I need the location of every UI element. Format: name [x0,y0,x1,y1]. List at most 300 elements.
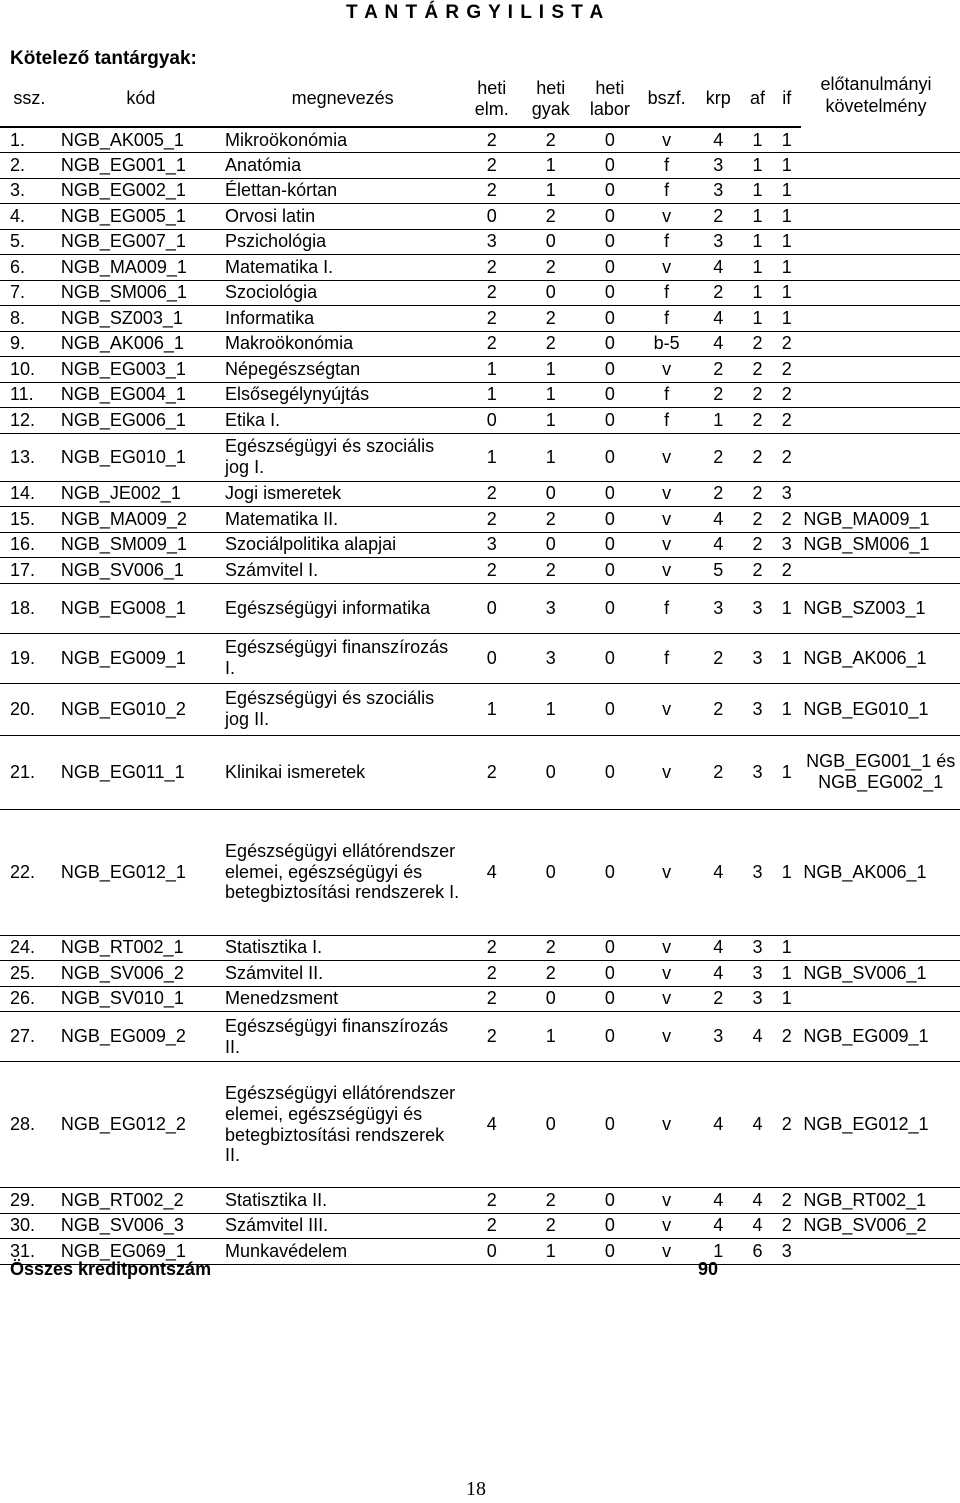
header-heti-gyak: heti gyak [521,71,580,127]
course-prerequisite: NGB_MA009_1 [801,507,960,533]
course-af: 1 [743,178,772,204]
course-heti-elm: 2 [462,306,521,332]
course-bszf: v [639,1213,693,1239]
course-krp: 4 [694,306,743,332]
course-af: 2 [743,481,772,507]
course-if: 2 [772,558,801,584]
table-row [0,204,960,230]
course-prerequisite [801,408,960,434]
course-bszf: v [639,255,693,281]
table-row [0,382,960,408]
course-code: NGB_EG012_1 [59,809,223,935]
course-name: Munkavédelem [223,1239,462,1265]
course-name: Egészségügyi ellátórendszer elemei, egészségügyi és betegbiztosítási rendszerek I. [223,809,462,935]
course-name: Statisztika II. [223,1188,462,1214]
course-if: 1 [772,255,801,281]
course-af: 2 [743,408,772,434]
course-code: NGB_JE002_1 [59,481,223,507]
course-heti-labor: 0 [580,280,639,306]
course-krp: 4 [694,507,743,533]
course-heti-gyak: 2 [521,507,580,533]
course-krp: 2 [694,481,743,507]
table-row [0,1188,960,1214]
course-heti-labor: 0 [580,178,639,204]
course-af: 2 [743,331,772,357]
course-bszf: f [639,229,693,255]
course-code: NGB_EG069_1 [59,1239,223,1265]
course-name: Pszichológia [223,229,462,255]
course-ssz: 31. [0,1239,59,1265]
course-table-body [0,127,960,1264]
course-code: NGB_EG003_1 [59,357,223,383]
course-heti-labor: 0 [580,229,639,255]
course-bszf: f [639,408,693,434]
total-credits-value: 90 [698,1259,719,1279]
course-bszf: f [639,306,693,332]
course-heti-elm: 2 [462,255,521,281]
course-prerequisite: NGB_SV006_2 [801,1213,960,1239]
course-heti-labor: 0 [580,255,639,281]
course-krp: 2 [694,357,743,383]
course-if: 2 [772,1012,801,1062]
course-code: NGB_EG010_1 [59,433,223,481]
course-heti-gyak: 1 [521,683,580,735]
table-row [0,809,960,935]
course-heti-elm: 3 [462,229,521,255]
course-af: 1 [743,153,772,179]
course-heti-gyak: 0 [521,986,580,1012]
table-row [0,558,960,584]
course-heti-gyak: 0 [521,1062,580,1188]
section-subtitle: Kötelező tantárgyak: [10,48,197,69]
course-krp: 4 [694,1188,743,1214]
course-af: 2 [743,433,772,481]
course-code: NGB_EG004_1 [59,382,223,408]
course-bszf: b-5 [639,331,693,357]
course-ssz: 15. [0,507,59,533]
course-name: Jogi ismeretek [223,481,462,507]
course-prerequisite [801,986,960,1012]
course-af: 1 [743,280,772,306]
course-heti-labor: 0 [580,481,639,507]
course-prerequisite [801,229,960,255]
course-heti-elm: 2 [462,481,521,507]
course-if: 1 [772,683,801,735]
course-prerequisite: NGB_EG001_1 és NGB_EG002_1 [801,735,960,809]
course-heti-elm: 0 [462,583,521,633]
course-name: Elsősegélynyújtás [223,382,462,408]
course-if: 2 [772,408,801,434]
course-name: Számvitel II. [223,961,462,987]
course-ssz: 22. [0,809,59,935]
course-prerequisite: NGB_AK006_1 [801,633,960,683]
course-bszf: f [639,633,693,683]
course-heti-gyak: 1 [521,1239,580,1265]
course-ssz: 16. [0,532,59,558]
header-prerequisite: előtanulmányi követelmény [820,74,932,116]
course-prerequisite [801,382,960,408]
course-ssz: 8. [0,306,59,332]
course-code: NGB_EG012_2 [59,1062,223,1188]
course-heti-labor: 0 [580,1188,639,1214]
course-prerequisite: NGB_EG012_1 [801,1062,960,1188]
course-bszf: v [639,507,693,533]
course-if: 2 [772,1188,801,1214]
course-af: 2 [743,558,772,584]
course-if: 1 [772,735,801,809]
course-prerequisite [801,127,960,153]
course-heti-elm: 2 [462,935,521,961]
course-af: 3 [743,683,772,735]
course-if: 1 [772,961,801,987]
course-bszf: f [639,153,693,179]
course-heti-gyak: 1 [521,178,580,204]
course-heti-labor: 0 [580,507,639,533]
course-krp: 4 [694,532,743,558]
course-code: NGB_SZ003_1 [59,306,223,332]
table-header-row [0,71,960,127]
course-table [0,71,960,1265]
course-krp: 4 [694,1062,743,1188]
course-heti-labor: 0 [580,1213,639,1239]
course-name: Egészségügyi informatika [223,583,462,633]
course-heti-labor: 0 [580,583,639,633]
course-heti-gyak: 0 [521,809,580,935]
course-code: NGB_SV010_1 [59,986,223,1012]
course-heti-labor: 0 [580,1239,639,1265]
course-ssz: 12. [0,408,59,434]
course-ssz: 24. [0,935,59,961]
course-heti-elm: 4 [462,1062,521,1188]
header-af: af [743,71,772,127]
table-row [0,986,960,1012]
course-heti-gyak: 0 [521,735,580,809]
course-heti-gyak: 3 [521,583,580,633]
course-heti-elm: 2 [462,280,521,306]
course-if: 3 [772,1239,801,1265]
course-heti-labor: 0 [580,935,639,961]
course-if: 2 [772,382,801,408]
course-heti-elm: 2 [462,558,521,584]
table-row [0,583,960,633]
course-heti-elm: 0 [462,408,521,434]
course-heti-gyak: 2 [521,1213,580,1239]
course-code: NGB_EG010_2 [59,683,223,735]
course-heti-elm: 2 [462,1012,521,1062]
course-ssz: 6. [0,255,59,281]
course-name: Egészségügyi ellátórendszer elemei, egészségügyi és betegbiztosítási rendszerek II. [223,1062,462,1188]
course-ssz: 26. [0,986,59,1012]
course-if: 1 [772,127,801,153]
course-af: 4 [743,1012,772,1062]
course-krp: 4 [694,331,743,357]
course-if: 1 [772,280,801,306]
course-code: NGB_EG009_1 [59,633,223,683]
course-heti-elm: 2 [462,986,521,1012]
course-heti-labor: 0 [580,683,639,735]
course-name: Népegészségtan [223,357,462,383]
course-af: 1 [743,255,772,281]
course-af: 2 [743,532,772,558]
course-krp: 4 [694,255,743,281]
course-krp: 5 [694,558,743,584]
course-af: 3 [743,633,772,683]
course-if: 1 [772,986,801,1012]
course-bszf: v [639,558,693,584]
course-heti-elm: 2 [462,735,521,809]
course-heti-elm: 2 [462,331,521,357]
course-heti-gyak: 2 [521,127,580,153]
course-code: NGB_EG009_2 [59,1012,223,1062]
course-heti-labor: 0 [580,961,639,987]
course-heti-gyak: 0 [521,481,580,507]
course-krp: 3 [694,1012,743,1062]
course-if: 2 [772,507,801,533]
course-af: 3 [743,583,772,633]
course-prerequisite: NGB_RT002_1 [801,1188,960,1214]
course-af: 3 [743,961,772,987]
header-krp: krp [694,71,743,127]
course-name: Mikroökonómia [223,127,462,153]
course-code: NGB_RT002_1 [59,935,223,961]
course-if: 1 [772,583,801,633]
table-row [0,935,960,961]
course-heti-gyak: 3 [521,633,580,683]
course-if: 1 [772,178,801,204]
course-bszf: v [639,986,693,1012]
course-krp: 2 [694,633,743,683]
course-prerequisite: NGB_SZ003_1 [801,583,960,633]
course-code: NGB_EG008_1 [59,583,223,633]
course-heti-elm: 0 [462,1239,521,1265]
course-af: 2 [743,507,772,533]
course-name: Élettan-kórtan [223,178,462,204]
course-ssz: 14. [0,481,59,507]
course-heti-labor: 0 [580,153,639,179]
course-heti-gyak: 1 [521,153,580,179]
course-heti-labor: 0 [580,306,639,332]
course-krp: 3 [694,153,743,179]
course-if: 2 [772,357,801,383]
table-row [0,633,960,683]
table-row [0,408,960,434]
course-af: 1 [743,204,772,230]
total-credits-label: Összes kreditpontszám [10,1259,212,1279]
course-ssz: 27. [0,1012,59,1062]
table-row [0,127,960,153]
course-heti-gyak: 1 [521,408,580,434]
course-code: NGB_SM006_1 [59,280,223,306]
header-if: if [772,71,801,127]
course-krp: 2 [694,433,743,481]
course-name: Etika I. [223,408,462,434]
table-row [0,481,960,507]
course-heti-gyak: 2 [521,558,580,584]
course-heti-elm: 1 [462,382,521,408]
course-name: Egészségügyi finanszírozás I. [223,633,462,683]
course-krp: 3 [694,229,743,255]
header-megnevezes: megnevezés [223,71,462,127]
course-af: 3 [743,986,772,1012]
course-heti-labor: 0 [580,408,639,434]
page-title: T A N T Á R G Y I L I S T A [346,2,605,23]
course-af: 1 [743,306,772,332]
course-heti-elm: 1 [462,433,521,481]
course-if: 3 [772,532,801,558]
course-prerequisite [801,204,960,230]
course-prerequisite [801,178,960,204]
course-af: 1 [743,229,772,255]
course-bszf: f [639,280,693,306]
course-heti-labor: 0 [580,382,639,408]
course-krp: 3 [694,178,743,204]
course-krp: 2 [694,382,743,408]
course-prerequisite: NGB_AK006_1 [801,809,960,935]
course-bszf: v [639,683,693,735]
course-code: NGB_RT002_2 [59,1188,223,1214]
course-prerequisite: NGB_SV006_1 [801,961,960,987]
course-name: Egészségügyi és szociális jog I. [223,433,462,481]
course-if: 3 [772,481,801,507]
course-code: NGB_EG006_1 [59,408,223,434]
course-heti-labor: 0 [580,532,639,558]
course-bszf: v [639,1188,693,1214]
course-code: NGB_EG011_1 [59,735,223,809]
header-kod: kód [59,71,223,127]
course-af: 2 [743,357,772,383]
table-row [0,1012,960,1062]
table-row [0,507,960,533]
course-af: 3 [743,735,772,809]
course-heti-labor: 0 [580,127,639,153]
table-row [0,306,960,332]
course-heti-elm: 2 [462,507,521,533]
course-name: Számvitel III. [223,1213,462,1239]
course-heti-labor: 0 [580,204,639,230]
course-code: NGB_SV006_3 [59,1213,223,1239]
course-prerequisite: NGB_SM006_1 [801,532,960,558]
course-if: 1 [772,153,801,179]
course-krp: 4 [694,1213,743,1239]
course-heti-labor: 0 [580,1012,639,1062]
table-row [0,153,960,179]
course-heti-gyak: 0 [521,532,580,558]
table-row [0,1213,960,1239]
course-heti-elm: 0 [462,633,521,683]
course-name: Menedzsment [223,986,462,1012]
course-name: Matematika II. [223,507,462,533]
course-name: Szociológia [223,280,462,306]
course-heti-elm: 4 [462,809,521,935]
course-name: Makroökonómia [223,331,462,357]
course-heti-elm: 1 [462,357,521,383]
course-prerequisite [801,481,960,507]
course-code: NGB_AK006_1 [59,331,223,357]
course-if: 1 [772,633,801,683]
course-krp: 4 [694,127,743,153]
course-code: NGB_SV006_1 [59,558,223,584]
course-bszf: v [639,127,693,153]
course-ssz: 3. [0,178,59,204]
header-prereq-spacer [801,71,960,127]
header-bszf: bszf. [639,71,693,127]
course-if: 2 [772,433,801,481]
course-name: Szociálpolitika alapjai [223,532,462,558]
table-row [0,532,960,558]
course-af: 3 [743,809,772,935]
course-heti-elm: 2 [462,178,521,204]
course-code: NGB_MA009_1 [59,255,223,281]
course-name: Egészségügyi és szociális jog II. [223,683,462,735]
table-row [0,255,960,281]
course-code: NGB_SV006_2 [59,961,223,987]
course-bszf: v [639,735,693,809]
table-row [0,178,960,204]
course-heti-labor: 0 [580,986,639,1012]
course-heti-gyak: 0 [521,229,580,255]
course-ssz: 1. [0,127,59,153]
course-bszf: v [639,961,693,987]
course-prerequisite [801,1239,960,1265]
course-ssz: 18. [0,583,59,633]
page-number: 18 [466,1478,486,1500]
course-heti-labor: 0 [580,331,639,357]
course-krp: 4 [694,809,743,935]
table-row [0,1062,960,1188]
course-af: 6 [743,1239,772,1265]
course-ssz: 20. [0,683,59,735]
course-name: Klinikai ismeretek [223,735,462,809]
course-ssz: 5. [0,229,59,255]
course-heti-labor: 0 [580,735,639,809]
course-if: 1 [772,809,801,935]
course-code: NGB_MA009_2 [59,507,223,533]
header-ssz: ssz. [0,71,59,127]
course-name: Matematika I. [223,255,462,281]
course-code: NGB_SM009_1 [59,532,223,558]
course-heti-gyak: 1 [521,433,580,481]
course-krp: 2 [694,735,743,809]
course-af: 4 [743,1062,772,1188]
course-ssz: 21. [0,735,59,809]
course-if: 1 [772,204,801,230]
course-if: 2 [772,1213,801,1239]
course-prerequisite [801,255,960,281]
table-row [0,433,960,481]
course-ssz: 13. [0,433,59,481]
course-ssz: 25. [0,961,59,987]
course-krp: 2 [694,204,743,230]
table-row [0,229,960,255]
course-heti-elm: 3 [462,532,521,558]
course-bszf: v [639,1062,693,1188]
course-prerequisite [801,558,960,584]
course-heti-elm: 2 [462,961,521,987]
course-heti-gyak: 2 [521,961,580,987]
course-heti-elm: 1 [462,683,521,735]
course-heti-gyak: 1 [521,357,580,383]
course-heti-labor: 0 [580,633,639,683]
table-row [0,357,960,383]
course-prerequisite [801,306,960,332]
course-krp: 3 [694,583,743,633]
table-row [0,683,960,735]
course-name: Statisztika I. [223,935,462,961]
course-code: NGB_EG001_1 [59,153,223,179]
course-bszf: v [639,1239,693,1265]
course-krp: 4 [694,935,743,961]
course-prerequisite [801,357,960,383]
